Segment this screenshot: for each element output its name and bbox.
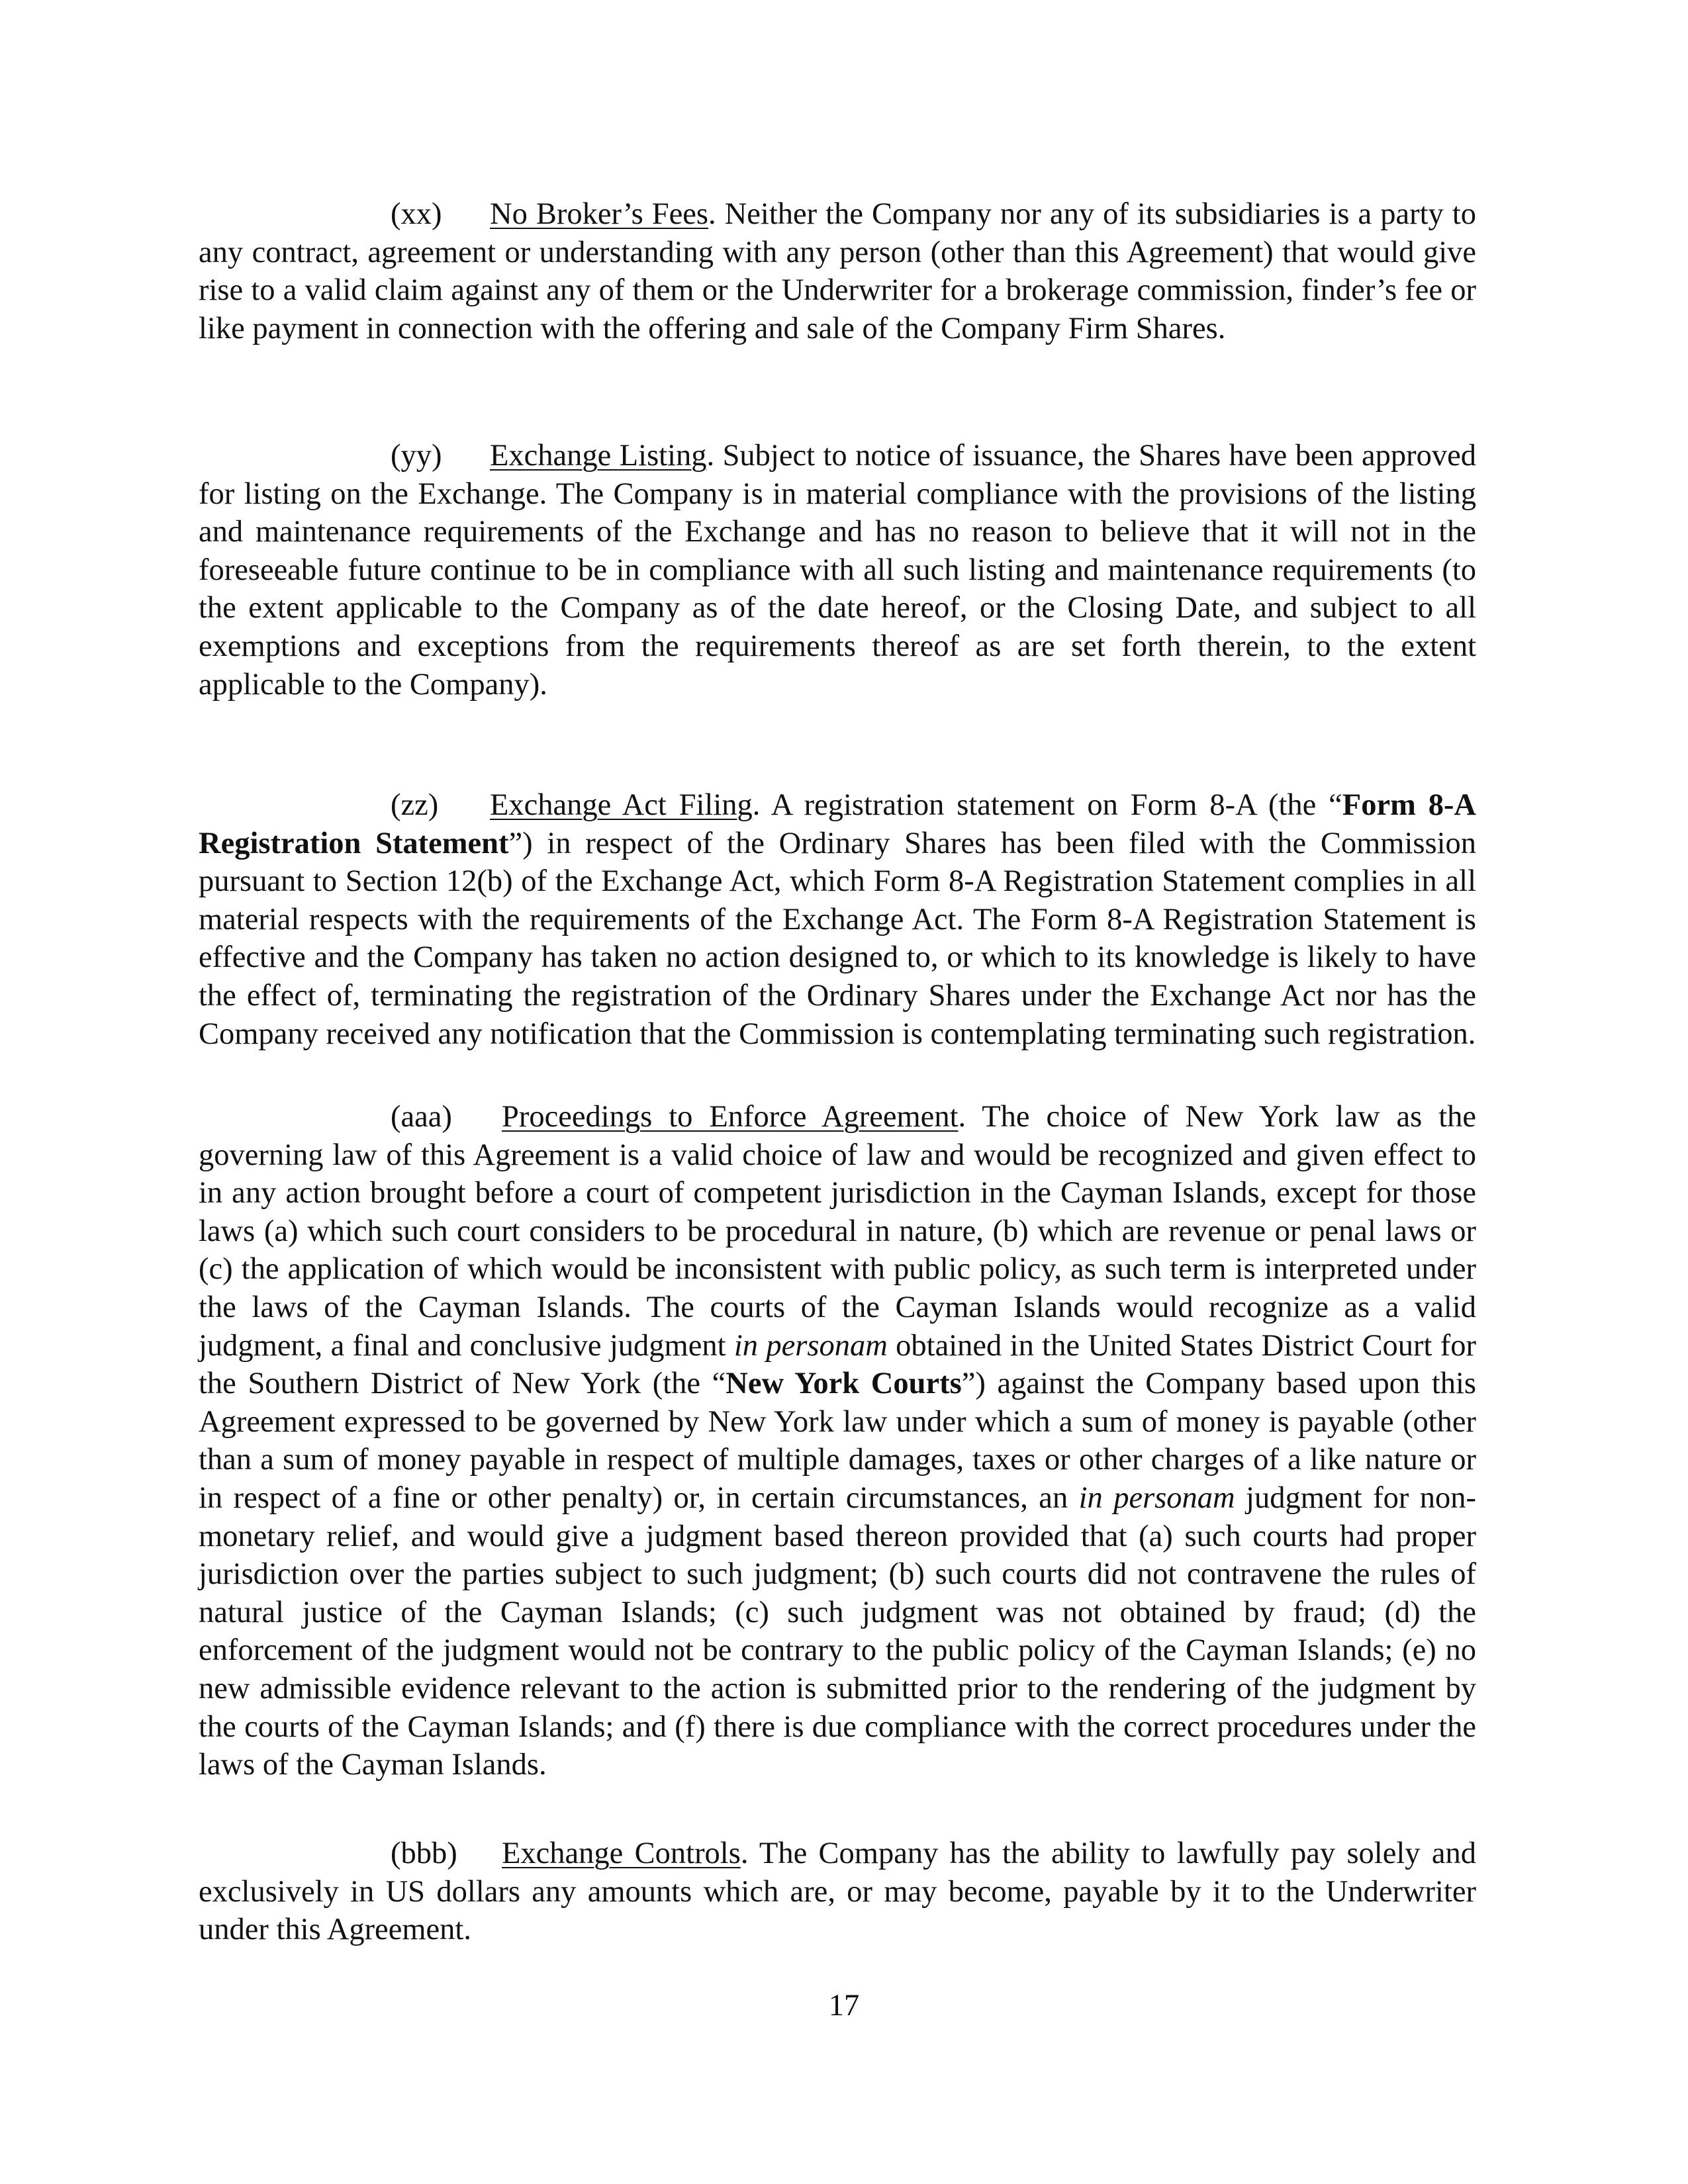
paragraph-text: ”) against the Company based upon this Agreement expressed to be governed by New York law under which a sum of money is payable (other than a sum of money payable in respect of multiple damages, taxes or other charges of a like nature or in respect of a fine or other penalty) or, in certain circumstances, an bbox=[199, 1367, 1477, 1515]
document-page bbox=[199, 195, 1477, 1947]
page-number: 17 bbox=[828, 1989, 860, 2023]
paragraph-heading: Exchange Listing bbox=[490, 439, 707, 473]
paragraph-number: (xx) bbox=[391, 197, 442, 231]
paragraph-xx bbox=[199, 195, 1476, 347]
paragraph-number: (zz) bbox=[391, 788, 439, 822]
paragraph-heading: Exchange Act Filing bbox=[490, 788, 753, 822]
paragraph-bbb bbox=[199, 1835, 1476, 1949]
latin-term: in personam bbox=[1078, 1480, 1235, 1515]
paragraph-text: . The Company has the ability to lawfully pay solely and exclusively in US dollars any amounts which are, or may become, payable by it to the Underwriter under this Agreement. bbox=[199, 1837, 1476, 1947]
latin-term: in personam bbox=[733, 1328, 888, 1363]
paragraph-text: . The choice of New York law as the governing law of this Agreement is a valid choice of law and would be recognized and given effect to in any action brought before a court of competent jurisdiction in the Cayman Islands, except for those laws (a) which such court considers to be procedural in nature, (b) which are revenue or penal laws or (c) the application of which would be inconsistent with public policy, as such term is interpreted under the laws of the Cayman Islands. The courts of the Cayman Islands would recognize as a valid judgment, a final and conclusive judgment bbox=[199, 1100, 1476, 1363]
paragraph-text: ”) in respect of the Ordinary Shares has been filed with the Commission pursuant to Section 12(b) of the Exchange Act, which Form 8-A Registration Statement complies in all material respects with the requirements of the Exchange Act. The Form 8-A Registration Statement is effective and the Company has taken no action designed to, or which to its knowledge is likely to have the effect of, terminating the registration of the Ordinary Shares under the Exchange Act nor has the Company received any notification that the Commission is contemplating terminating such registration. bbox=[199, 826, 1476, 1051]
paragraph-text: . A registration statement on Form 8-A (the “ bbox=[752, 788, 1342, 822]
paragraph-number: (aaa) bbox=[391, 1100, 452, 1134]
paragraph-heading: Exchange Controls bbox=[502, 1837, 741, 1870]
defined-term: Form 8-A Registration Statement bbox=[199, 788, 1477, 860]
paragraph-text: . Subject to notice of issuance, the Shares have been approved for listing on the Exchange. The Company is in material compliance with the provisions of the listing and maintenance requirements of the Exchange and has no reason to believe that it will not in the foreseeable future continue to be in compliance with all such listing and maintenance requirements (to the extent applicable to the Company as of the date hereof, or the Closing Date, and subject to all exemptions and exceptions from the requirements thereof as are set forth therein, to the extent applicable to the Company). bbox=[199, 439, 1476, 702]
paragraph-number: (bbb) bbox=[391, 1837, 457, 1870]
paragraph-yy bbox=[199, 437, 1476, 704]
paragraph-text: judgment for non-monetary relief, and would give a judgment based thereon provided that (a) such courts had proper jurisdiction over the parties subject to such judgment; (b) such courts did not contravene the rules of natural justice of the Cayman Islands; (c) such judgment was not obtained by fraud; (d) the enforcement of the judgment would not be contrary to the public policy of the Cayman Islands; (e) no new admissible evidence relevant to the action is submitted prior to the rendering of the judgment by the courts of the Cayman Islands; and (f) there is due compliance with the correct procedures under the laws of the Cayman Islands. bbox=[199, 1480, 1476, 1782]
paragraph-zz bbox=[199, 786, 1476, 1053]
paragraph-number: (yy) bbox=[391, 439, 442, 473]
paragraph-heading: Proceedings to Enforce Agreement bbox=[502, 1100, 959, 1134]
paragraph-text: obtained in the United States District Court for the Southern District of New York (the “ bbox=[199, 1328, 1476, 1401]
paragraph-aaa bbox=[199, 1098, 1476, 1784]
paragraph-text: . Neither the Company nor any of its subsidiaries is a party to any contract, agreement or understanding with any person (other than this Agreement) that would give rise to a valid claim against any of them or the Underwriter for a brokerage commission, finder’s fee or like payment in connection with the offering and sale of the Company Firm Shares. bbox=[199, 197, 1476, 345]
paragraph-heading: No Broker’s Fees bbox=[490, 197, 709, 231]
defined-term: New York Courts bbox=[726, 1367, 962, 1401]
